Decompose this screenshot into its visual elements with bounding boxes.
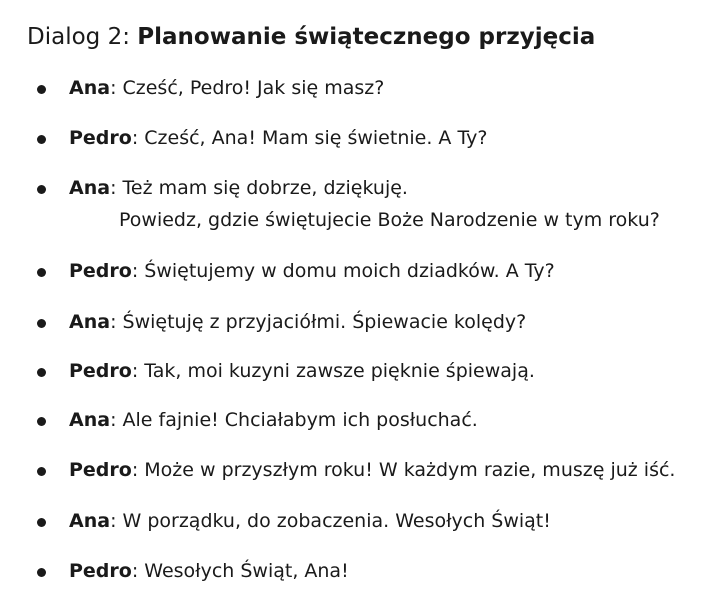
speaker-name: Ana (69, 77, 111, 99)
dialog-title-main: Planowanie świątecznego przyjęcia (137, 24, 596, 50)
bullet-icon (37, 417, 46, 426)
bullet-icon (37, 518, 46, 527)
line-text: : Cześć, Pedro! Jak się masz? (110, 77, 385, 99)
speaker-name: Pedro (69, 560, 132, 582)
bullet-icon (37, 368, 46, 377)
speaker-name: Ana (69, 311, 111, 333)
line-text: : Ale fajnie! Chciałabym ich posłuchać. (110, 409, 478, 431)
bullet-icon (37, 467, 46, 476)
line-text: : Też mam się dobrze, dziękuję. (110, 177, 408, 199)
speaker-name: Pedro (69, 459, 132, 481)
speaker-name: Pedro (69, 127, 132, 149)
line-text: : Cześć, Ana! Mam się świetnie. A Ty? (131, 127, 488, 149)
line-text: : W porządku, do zobaczenia. Wesołych Świąt! (110, 510, 551, 532)
speaker-name: Pedro (69, 360, 132, 382)
bullet-icon (37, 268, 46, 277)
line-text: : Świętujemy w domu moich dziadków. A Ty? (131, 260, 555, 282)
bullet-icon (37, 568, 46, 577)
speaker-name: Ana (69, 409, 111, 431)
line-text: : Wesołych Świąt, Ana! (131, 560, 349, 582)
line-continuation: Powiedz, gdzie świętujecie Boże Narodzenie w tym roku? (119, 209, 660, 231)
speaker-name: Pedro (69, 260, 132, 282)
bullet-icon (37, 85, 46, 94)
line-text: : Tak, moi kuzyni zawsze pięknie śpiewają. (131, 360, 535, 382)
speaker-name: Ana (69, 177, 111, 199)
bullet-icon (37, 319, 46, 328)
bullet-icon (37, 135, 46, 144)
line-text: : Może w przyszłym roku! W każdym razie, muszę już iść. (131, 459, 676, 481)
bullet-icon (37, 185, 46, 194)
dialog-title-prefix: Dialog 2: (27, 24, 130, 50)
dialog-title (27, 18, 595, 56)
speaker-name: Ana (69, 510, 111, 532)
line-text: : Świętuję z przyjaciółmi. Śpiewacie kolędy? (110, 311, 527, 333)
